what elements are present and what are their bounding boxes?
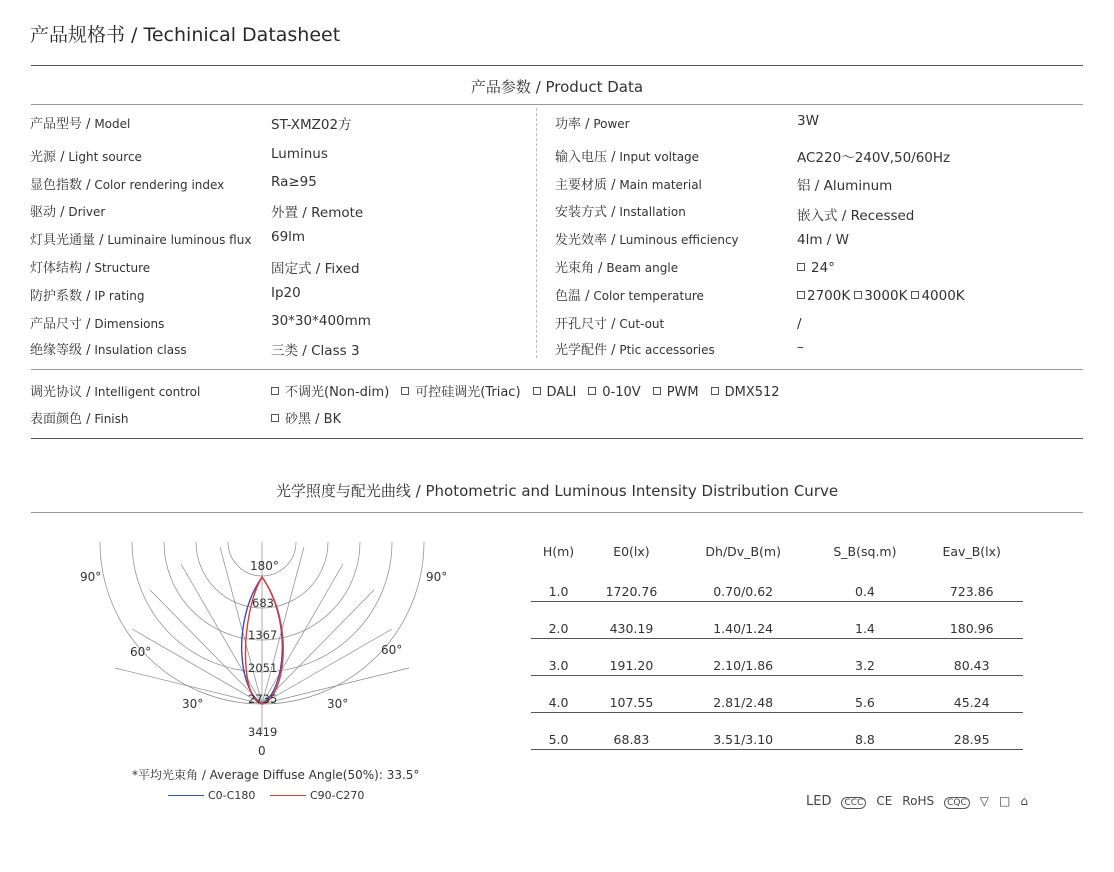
table-row [531, 601, 1023, 638]
table-cell: 723.86 [920, 564, 1023, 601]
table-cell: 28.95 [920, 712, 1023, 749]
spec-label-cn: 色温 / [555, 289, 590, 304]
control-options [271, 381, 792, 400]
color-temperature-options [797, 288, 969, 304]
checkbox-icon [588, 387, 596, 395]
table-cell: 45.24 [920, 675, 1023, 712]
certification-marks [806, 790, 1038, 809]
spec-value: – [797, 339, 804, 355]
spec-label-en: Input voltage [615, 150, 700, 164]
rohs-icon: RoHS [902, 794, 935, 808]
spec-value: ST-XMZ02方 [271, 117, 352, 133]
divider [31, 512, 1083, 513]
checkbox-icon [653, 387, 661, 395]
checkbox-icon [854, 291, 862, 299]
spec-label-en: Cut-out [615, 317, 665, 331]
cqc-icon: CQC [944, 797, 970, 809]
table-cell: 68.83 [586, 712, 677, 749]
spec-label-en: Beam angle [602, 261, 679, 275]
spec-value: 固定式 / Fixed [271, 261, 360, 277]
table-row [531, 712, 1023, 749]
dimming-option [711, 385, 780, 400]
spec-label-en: Luminaire luminous flux [103, 233, 252, 247]
finish-label: 表面颜色 / Finish [30, 412, 129, 427]
spec-value: Ra≥95 [271, 174, 317, 190]
spec-label-en: IP rating [90, 289, 145, 303]
checkbox-icon [797, 291, 805, 299]
table-cell: 107.55 [586, 675, 677, 712]
spec-label-cn: 产品尺寸 / [30, 317, 91, 332]
table-cell: 1.0 [531, 564, 586, 601]
table-cell: 8.8 [810, 712, 921, 749]
spec-label [555, 313, 664, 332]
color-temp-option [797, 288, 850, 304]
spec-label [30, 257, 150, 276]
color-temp-label: 4000K [921, 288, 965, 304]
spec-label-en: Color rendering index [90, 178, 225, 192]
table-cell: 2.10/1.86 [677, 638, 810, 675]
polar-radial-label: 2051 [248, 661, 278, 675]
spec-label-en: Dimensions [90, 317, 165, 331]
dimming-option-label: 不调光(Non-dim) [285, 385, 390, 400]
polar-label-60-left: 60° [130, 645, 152, 659]
table-header-row [531, 538, 1023, 564]
spec-label-cn: 显色指数 / [30, 178, 91, 193]
polar-label-0: 0 [258, 744, 266, 758]
legend-line-c0 [168, 795, 204, 796]
polar-radial-label: 1367 [248, 628, 278, 642]
table-cell: 1720.76 [586, 564, 677, 601]
polar-label-90-left: 90° [80, 570, 102, 584]
spec-value: 3W [797, 113, 819, 129]
polar-label-90-right: 90° [426, 570, 448, 584]
table-row [531, 564, 1023, 601]
finish-options [271, 408, 353, 427]
polar-radial-label: 3419 [248, 725, 278, 739]
dimming-option-label: DALI [546, 385, 577, 400]
table-cell: 2.0 [531, 601, 586, 638]
spec-label [30, 339, 187, 358]
spec-label-cn: 发光效率 / [555, 233, 616, 248]
spec-label-en: Color temperature [589, 289, 704, 303]
table-cell: 430.19 [586, 601, 677, 638]
spec-label-en: Installation [615, 205, 686, 219]
spec-label [30, 146, 142, 165]
spec-label [555, 174, 702, 193]
house-icon: ⌂ [1020, 794, 1028, 808]
table-header-cell: Eav_B(lx) [942, 543, 1001, 559]
spec-value: 4lm / W [797, 232, 849, 248]
table-cell: 0.4 [810, 564, 921, 601]
dimming-option-label: PWM [666, 385, 699, 400]
divider [31, 104, 1083, 105]
spec-label [555, 339, 715, 358]
spec-label [30, 113, 130, 132]
spec-value: 嵌入式 / Recessed [797, 208, 915, 224]
spec-value: 铝 / Aluminum [797, 178, 893, 194]
checkbox-icon [911, 291, 919, 299]
table-cell: 1.40/1.24 [677, 601, 810, 638]
spec-label-en: Structure [90, 261, 151, 275]
table-cell: 3.51/3.10 [677, 712, 810, 749]
spec-label-en: Luminous efficiency [615, 233, 739, 247]
spec-value: 外置 / Remote [271, 205, 364, 221]
ce-icon: CE [876, 794, 893, 808]
spec-label-cn: 灯体结构 / [30, 261, 91, 276]
spec-label-en: Power [589, 117, 630, 131]
spec-value [797, 260, 835, 276]
checkbox-icon [401, 387, 409, 395]
ccc-icon: CCC [841, 797, 866, 809]
spec-label-cn: 产品型号 / [30, 117, 91, 132]
color-temp-label: 2700K [807, 288, 851, 304]
spec-label-cn: 输入电压 / [555, 150, 616, 165]
divider [31, 65, 1083, 66]
control-label: 调光协议 / Intelligent control [30, 385, 201, 400]
spec-value: Luminus [271, 146, 328, 162]
spec-value: AC220～240V,50/60Hz [797, 150, 951, 166]
photometric-heading: 光学照度与配光曲线 / Photometric and Luminous Intensity Distribution Curve [275, 482, 839, 500]
polar-label-30-left: 30° [182, 697, 204, 711]
spec-label-cn: 光学配件 / [555, 343, 616, 358]
spec-label-cn: 驱动 / [30, 205, 65, 220]
table-cell: 3.0 [531, 638, 586, 675]
spec-label-cn: 开孔尺寸 / [555, 317, 616, 332]
spec-label [555, 229, 739, 248]
dimming-option-label: 可控硅调光(Triac) [415, 385, 521, 400]
checkbox-icon [271, 414, 279, 422]
product-data-heading: 产品参数 / Product Data [470, 78, 644, 96]
spec-label-en: Insulation class [90, 343, 187, 357]
dimming-option [401, 385, 520, 400]
color-temp-option [911, 288, 964, 304]
spec-label-en: Ptic accessories [615, 343, 715, 357]
spec-label-en: Light source [64, 150, 142, 164]
spec-label-cn: 灯具光通量 / [30, 233, 104, 248]
spec-label [555, 285, 704, 304]
spec-label [30, 285, 144, 304]
dimming-option-label: DMX512 [724, 385, 780, 400]
finish-option-label: 砂黑 / BK [285, 412, 342, 427]
checkbox-icon [271, 387, 279, 395]
spec-label-cn: 防护系数 / [30, 289, 91, 304]
spec-label [30, 174, 224, 193]
spec-label-en: Main material [615, 178, 702, 192]
photometric-table [531, 538, 1023, 750]
table-cell: 180.96 [920, 601, 1023, 638]
spec-label-cn: 主要材质 / [555, 178, 616, 193]
beam-angle-note: *平均光束角 / Average Diffuse Angle(50%): 33.5° [132, 768, 420, 782]
table-header-cell: E0(lx) [613, 543, 650, 559]
finish-option [271, 412, 341, 427]
spec-label [555, 113, 630, 132]
table-row [531, 638, 1023, 675]
table-cell: 5.0 [531, 712, 586, 749]
spec-value: / [797, 316, 802, 332]
spec-value: 69lm [271, 229, 306, 245]
spec-label [30, 229, 251, 248]
spec-label-cn: 安装方式 / [555, 205, 616, 220]
polar-radial-label: 683 [252, 596, 274, 610]
dimming-option [588, 385, 640, 400]
spec-label-cn: 光束角 / [555, 261, 603, 276]
page-title: 产品规格书 / Techinical Datasheet [30, 24, 341, 46]
spec-label [555, 201, 686, 220]
spec-value: Ip20 [271, 285, 301, 301]
dimming-option [533, 385, 577, 400]
spec-label-en: Driver [64, 205, 106, 219]
divider [31, 369, 1083, 370]
spec-label [555, 257, 678, 276]
polar-radial-label: 2735 [248, 692, 278, 706]
table-cell: 4.0 [531, 675, 586, 712]
table-row [531, 675, 1023, 712]
spec-label-cn: 绝缘等级 / [30, 343, 91, 358]
table-cell: 5.6 [810, 675, 921, 712]
square-icon: □ [998, 794, 1011, 808]
legend-line-c90 [270, 795, 306, 796]
table-cell: 3.2 [810, 638, 921, 675]
spec-value: 30*30*400mm [271, 313, 371, 329]
divider [31, 438, 1083, 439]
polar-label-60-right: 60° [381, 643, 403, 657]
spec-value: 三类 / Class 3 [271, 343, 360, 359]
table-cell: 1.4 [810, 601, 921, 638]
led-mark: LED [806, 794, 832, 809]
color-temp-label: 3000K [864, 288, 908, 304]
polar-label-30-right: 30° [327, 697, 349, 711]
spec-label-cn: 光源 / [30, 150, 65, 165]
column-divider [536, 108, 537, 358]
checkbox-icon [797, 263, 805, 271]
table-header-cell: S_B(sq.m) [833, 543, 897, 559]
spec-label [30, 201, 105, 220]
polar-label-180: 180° [250, 559, 279, 573]
spec-label-en: Model [90, 117, 131, 131]
color-temp-option [854, 288, 907, 304]
table-cell: 191.20 [586, 638, 677, 675]
triangle-icon: ▽ [979, 794, 989, 808]
spec-label [555, 146, 699, 165]
legend-label-c90: C90-C270 [310, 789, 365, 802]
table-header-cell: Dh/Dv_B(m) [705, 543, 781, 559]
spec-value-text: 24° [811, 260, 835, 276]
spec-label [30, 313, 164, 332]
checkbox-icon [711, 387, 719, 395]
dimming-option [271, 385, 389, 400]
dimming-option-label: 0-10V [602, 385, 641, 400]
table-cell: 80.43 [920, 638, 1023, 675]
legend-label-c0: C0-C180 [208, 789, 256, 802]
dimming-option [653, 385, 699, 400]
checkbox-icon [533, 387, 541, 395]
spec-label-cn: 功率 / [555, 117, 590, 132]
table-header-cell: H(m) [542, 543, 575, 559]
table-cell: 2.81/2.48 [677, 675, 810, 712]
table-cell: 0.70/0.62 [677, 564, 810, 601]
